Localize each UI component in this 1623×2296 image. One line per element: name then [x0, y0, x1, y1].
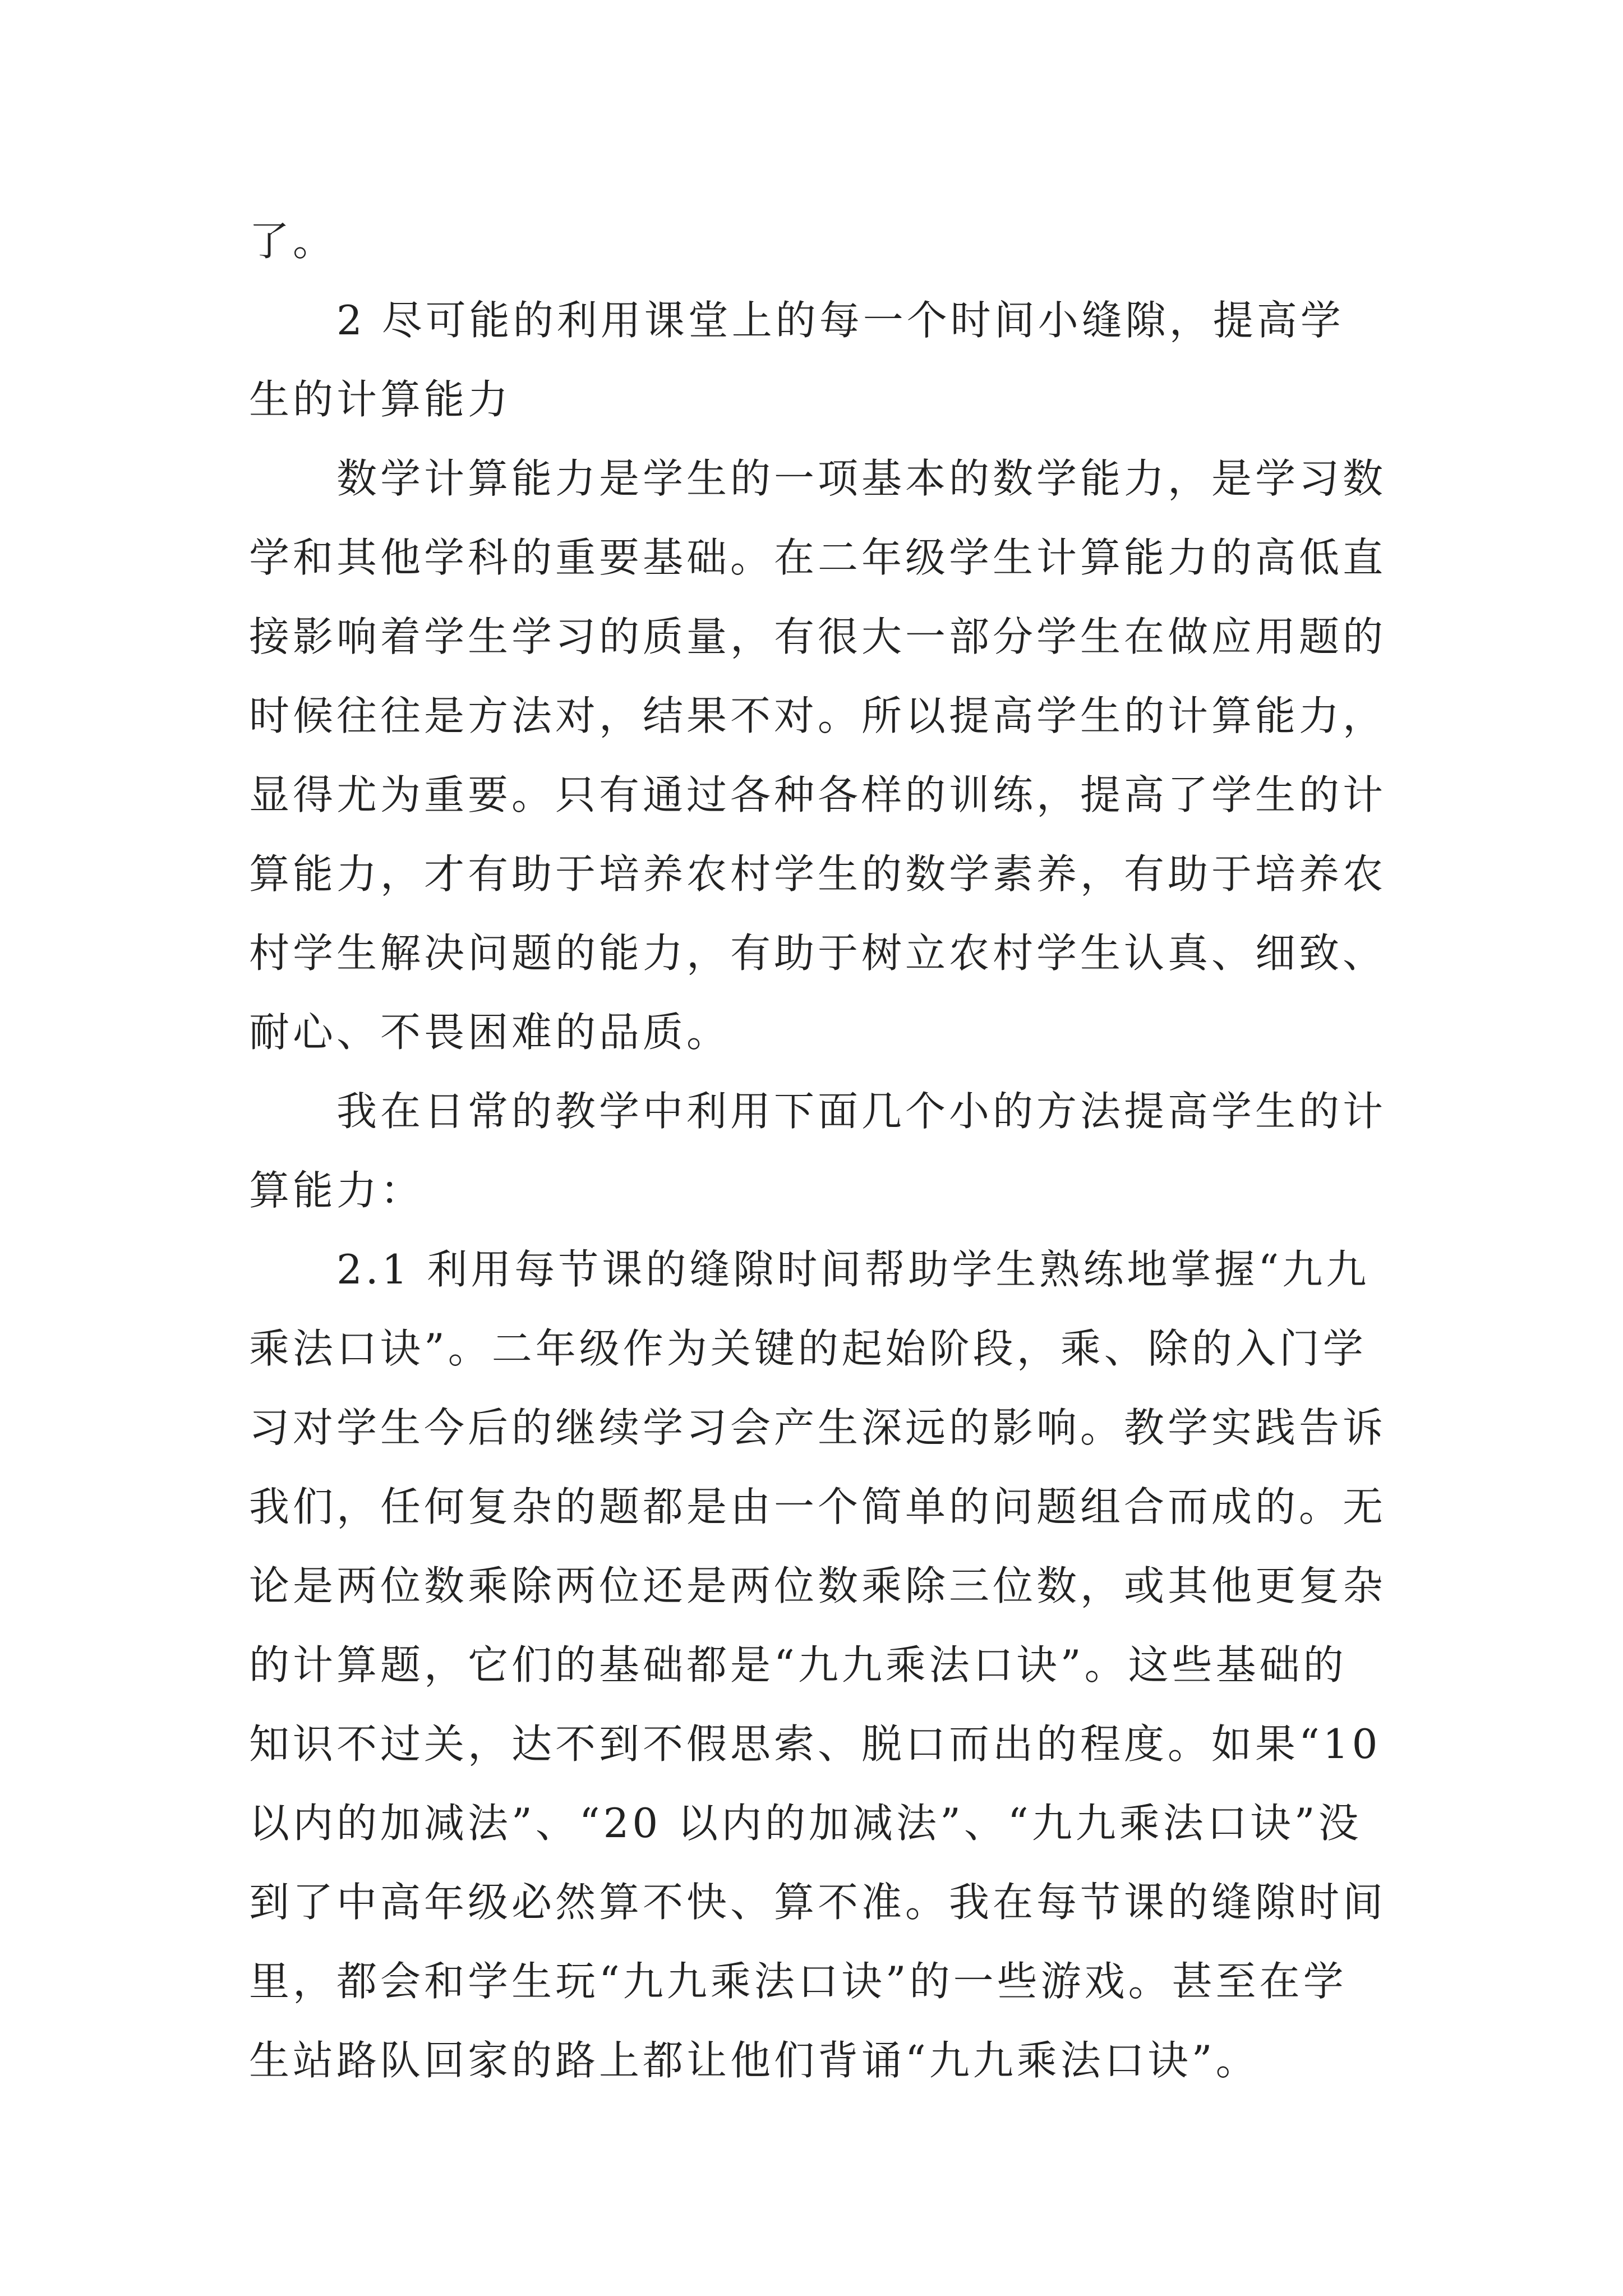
section-heading: 2 尽可能的利用课堂上的每一个时间小缝隙，提高学生的计算能力	[249, 297, 1344, 423]
paragraph-calculation-ability: 数学计算能力是学生的一项基本的数学能力，是学习数学和其他学科的重要基础。在二年级学生计算能力的高低直接影响着学生学习的质量，有很大一部分学生在做应用题的时候往往是方法对，结果不对。所以提高学生的计算能力，显得尤为重要。只有通过各种各样的训练，提高了学生的计算能力，才有助于培养农村学生的数学素养，有助于培养农村学生解决问题的能力，有助于树立农村学生认真、细致、耐心、不畏困难的品质。	[249, 455, 1387, 1056]
paragraph-multiplication-table: 2.1 利用每节课的缝隙时间帮助学生熟练地掌握“九九乘法口诀”。二年级作为关键的起始阶段，乘、除的入门学习对学生今后的继续学习会产生深远的影响。教学实践告诉我们，任何复杂的题都是由一个简单的问题组合而成的。无论是两位数乘除两位还是两位数乘除三位数，或其他更复杂的计算题，它们的基础都是“九九乘法口诀”。这些基础的知识不过关，达不到不假思索、脱口而出的程度。如果“10以内的加减法”、“20 以内的加减法”、“九九乘法口诀”没到了中高年级必然算不快、算不准。我在每节课的缝隙时间里，都会和学生玩“九九乘法口诀”的一些游戏。甚至在学生站路队回家的路上都让他们背诵“九九乘法口诀”。	[249, 1246, 1387, 2084]
document-body	[249, 202, 1387, 2100]
paragraph-methods-intro: 我在日常的教学中利用下面几个小的方法提高学生的计算能力：	[249, 1088, 1387, 1214]
paragraph-continuation: 了。	[249, 218, 337, 265]
